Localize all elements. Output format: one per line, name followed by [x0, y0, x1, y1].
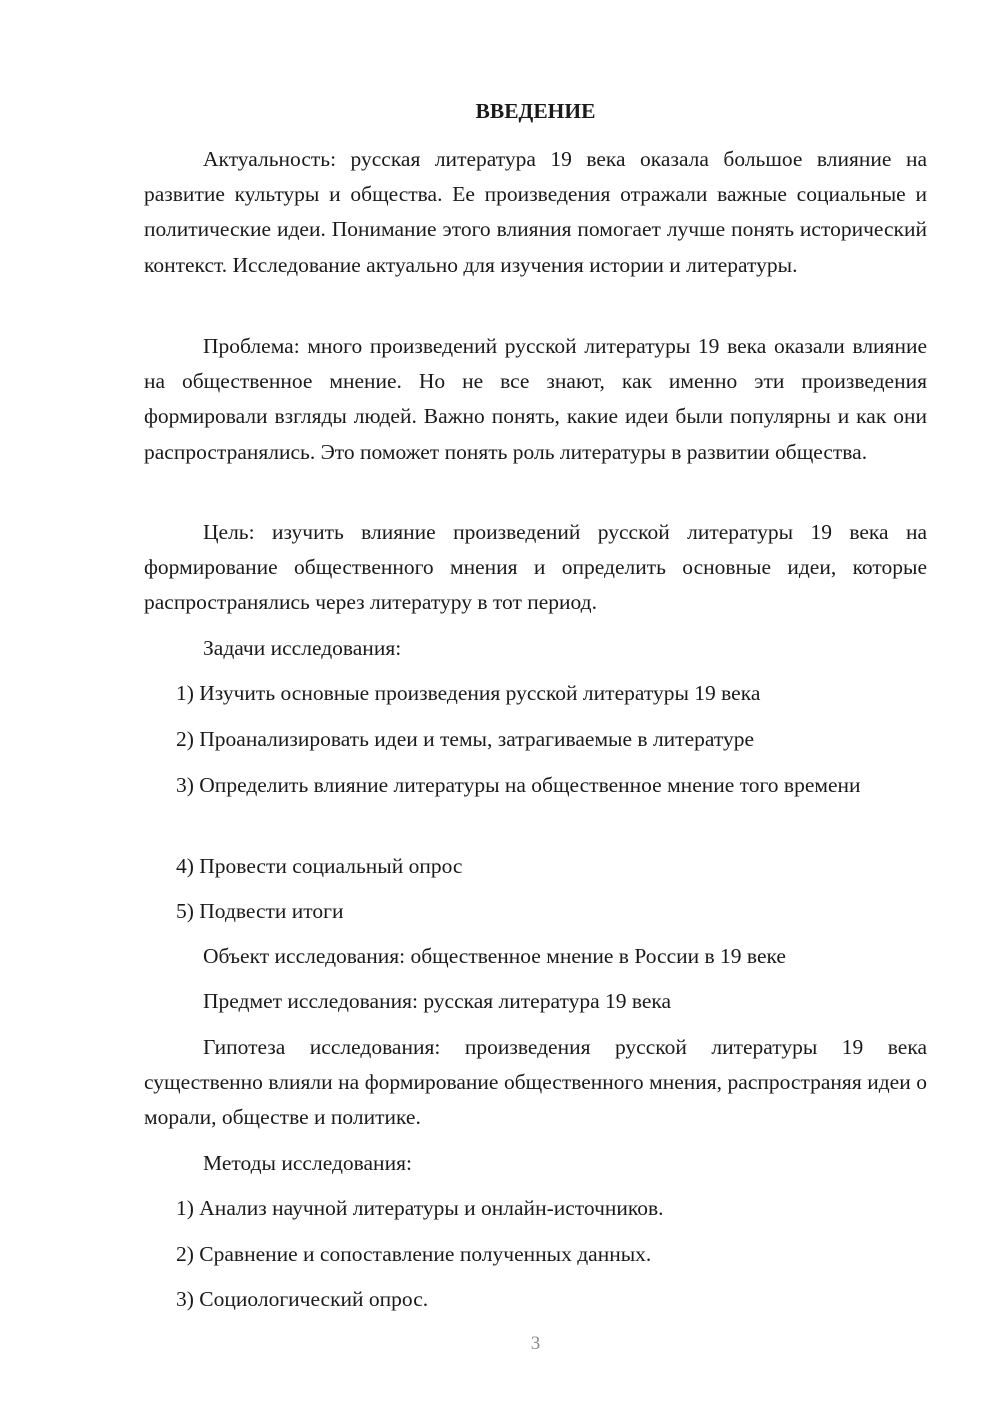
document-page	[144, 0, 927, 1414]
hypothesis-paragraph: Гипотеза исследования: произведения русской литературы 19 века существенно влияли на формирование общественного мнения, распространяя идеи о морали, обществе и политике.	[144, 1035, 927, 1130]
page-number: 3	[530, 1333, 541, 1354]
task-item-3: 3) Определить влияние литературы на общественное мнение того времени	[176, 773, 861, 797]
task-item-2: 2) Проанализировать идеи и темы, затрагиваемые в литературе	[176, 727, 755, 751]
problem-paragraph: Проблема: много произведений русской литературы 19 века оказали влияние на общественное мнение. Но не все знают, как именно эти произведения формировали взгляды людей. Важно понять, какие идеи были популярны и как они распространялись. Это поможет понять роль литературы в развитии общества.	[144, 334, 927, 464]
methods-heading: Методы исследования:	[203, 1151, 412, 1175]
subject-line: Предмет исследования: русская литература 19 века	[203, 989, 672, 1013]
object-line: Объект исследования: общественное мнение в России в 19 веке	[203, 944, 786, 968]
tasks-heading: Задачи исследования:	[203, 636, 402, 660]
task-item-4: 4) Провести социальный опрос	[176, 854, 463, 878]
task-item-1: 1) Изучить основные произведения русской литературы 19 века	[176, 681, 761, 705]
task-item-5: 5) Подвести итоги	[176, 899, 344, 923]
method-item-3: 3) Социологический опрос.	[176, 1287, 429, 1311]
section-title: ВВЕДЕНИЕ	[475, 99, 596, 123]
goal-paragraph: Цель: изучить влияние произведений русской литературы 19 века на формирование общественного мнения и определить основные идеи, которые распространялись через литературу в тот период.	[144, 520, 927, 615]
method-item-1: 1) Анализ научной литературы и онлайн-источников.	[176, 1196, 664, 1220]
relevance-paragraph: Актуальность: русская литература 19 века оказала большое влияние на развитие культуры и общества. Ее произведения отражали важные социальные и политические идеи. Понимание этого влияния помогает лучше понять исторический контекст. Исследование актуально для изучения истории и литературы.	[144, 147, 927, 277]
method-item-2: 2) Сравнение и сопоставление полученных данных.	[176, 1242, 652, 1266]
